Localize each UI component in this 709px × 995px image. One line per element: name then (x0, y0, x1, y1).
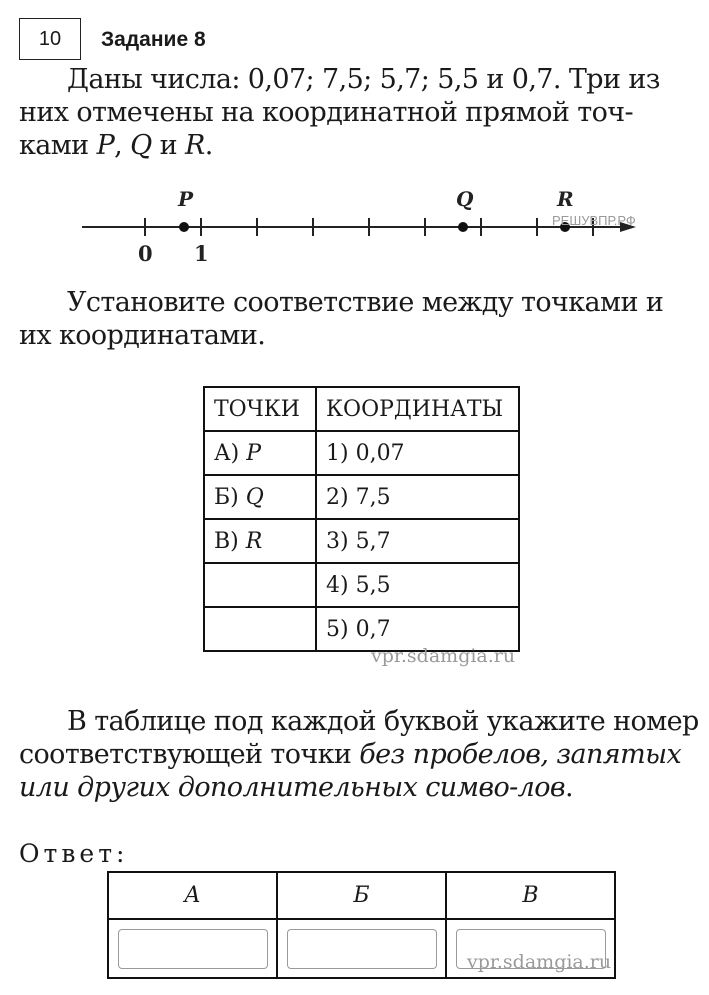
answer-note-italic: без пробелов, запятых или других дополнительных симво-лов (19, 739, 682, 803)
answer-input-b[interactable] (287, 929, 437, 969)
number-line-watermark: РЕШУВПР.РФ (552, 213, 636, 228)
answer-input-a[interactable] (118, 929, 268, 969)
tick-label-one: 1 (194, 241, 209, 266)
point-prefix: В) (214, 528, 246, 554)
tick-label-zero: 0 (138, 241, 153, 266)
task-number-text: 10 (38, 27, 62, 50)
point-prefix: Б) (214, 484, 246, 510)
intro-sep1: , (114, 130, 131, 161)
coordinate-cell: 2) 7,5 (316, 475, 519, 519)
task-title: Задание 8 (101, 28, 206, 51)
match-table-header (204, 387, 519, 431)
match-table (203, 386, 520, 652)
point-r-label: R (557, 187, 574, 211)
point-p-dot (179, 222, 189, 232)
col1-header: ТОЧКИ (204, 387, 316, 431)
instruction-paragraph: Установите соответствие между точками и их координатами. (19, 287, 664, 351)
intro-point-p: P (96, 130, 115, 161)
number-line (70, 180, 660, 270)
answer-cell-a (108, 919, 277, 978)
point-cell (204, 519, 316, 563)
table-watermark: vpr.sdamgia.ru (371, 645, 516, 667)
coordinate-cell: 5) 0,7 (316, 607, 519, 651)
answer-instruction (19, 705, 699, 804)
answer-note-text: В таблице под каждой буквой укажите номер соответствующей точки (19, 706, 699, 770)
table-row (204, 475, 519, 519)
table-row (204, 431, 519, 475)
coordinate-cell: 3) 5,7 (316, 519, 519, 563)
answer-header-b: Б (277, 872, 446, 919)
intro-point-q: Q (130, 130, 152, 161)
task-number (19, 18, 81, 60)
point-letter: P (246, 440, 262, 466)
point-q-label: Q (456, 187, 474, 211)
point-cell (204, 431, 316, 475)
point-letter: R (245, 528, 263, 554)
coordinate-cell: 4) 5,5 (316, 563, 519, 607)
answer-header-v: В (446, 872, 615, 919)
point-letter: Q (245, 484, 264, 510)
answer-header-row (108, 872, 615, 919)
point-prefix: А) (214, 440, 247, 466)
col2-header: КООРДИНАТЫ (316, 387, 519, 431)
empty-cell (204, 563, 316, 607)
coordinate-cell: 1) 0,07 (316, 431, 519, 475)
empty-cell (204, 607, 316, 651)
answer-note-end: . (565, 772, 574, 803)
answer-header-a: А (108, 872, 277, 919)
answer-cell-b (277, 919, 446, 978)
answer-label: Ответ: (19, 839, 129, 868)
table-row (204, 519, 519, 563)
intro-text: Даны числа: 0,07; 7,5; 5,7; 5,5 и 0,7. Три из них отмечены на координатной прямой точ-ками (19, 64, 660, 161)
point-p-label: P (178, 187, 194, 211)
intro-sep2: и (151, 130, 186, 161)
intro-paragraph (19, 63, 699, 162)
table-row (204, 563, 519, 607)
answer-watermark: vpr.sdamgia.ru (467, 951, 612, 973)
intro-end: . (204, 130, 213, 161)
point-q-dot (458, 222, 468, 232)
intro-point-r: R (185, 130, 205, 161)
point-cell (204, 475, 316, 519)
